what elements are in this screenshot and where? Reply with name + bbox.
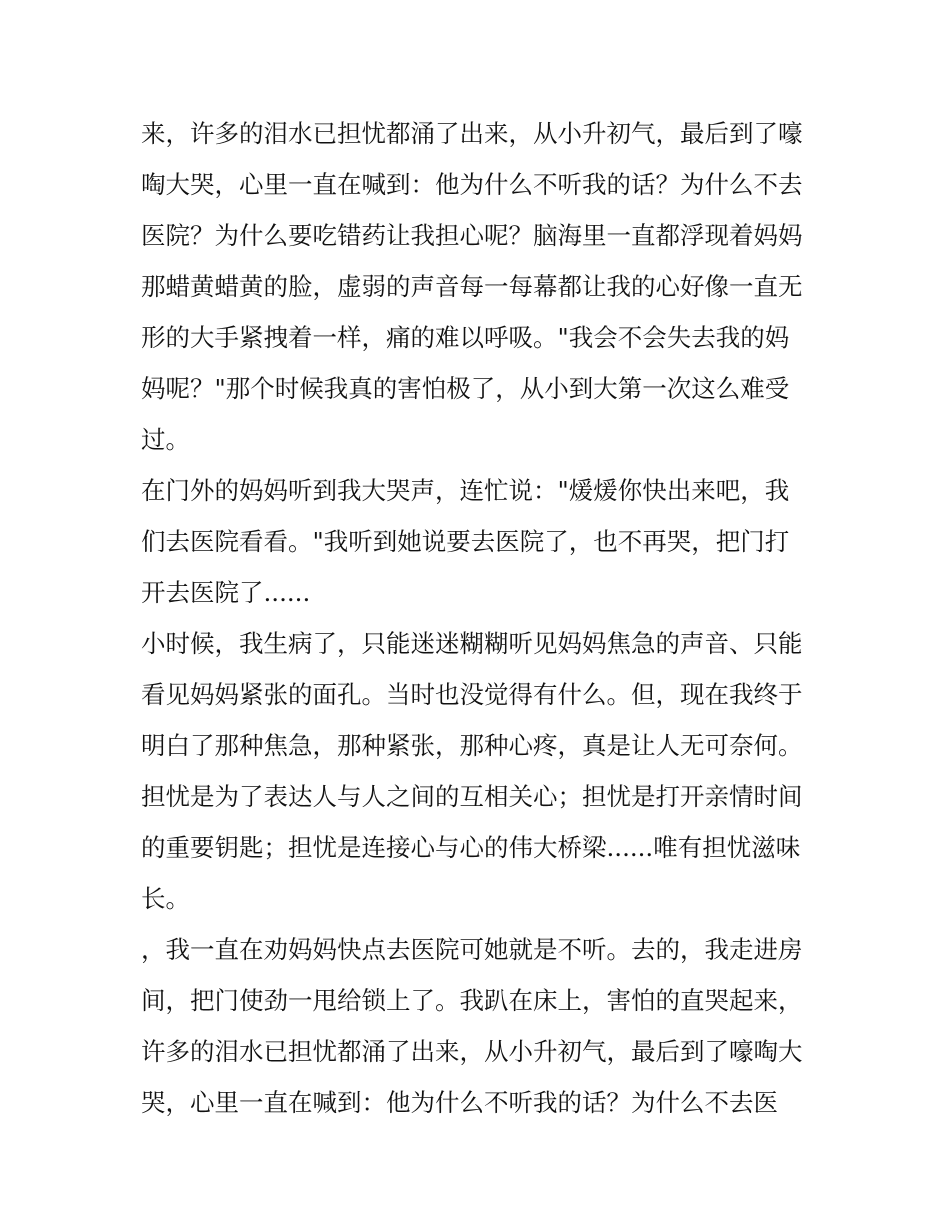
text-line: 在门外的妈妈听到我大哭声，连忙说："煖煖你快出来吧，我 (141, 476, 790, 505)
text-line: 啕大哭，心里一直在喊到：他为什么不听我的话？为什么不去 (141, 170, 803, 199)
text-line: 的重要钥匙；担忧是连接心与心的伟大桥梁......唯有担忧滋味 (141, 833, 801, 862)
text-line: 开去医院了...... (141, 578, 311, 607)
text-line: 小时候，我生病了，只能迷迷糊糊听见妈妈焦急的声音、只能 (141, 629, 803, 658)
text-line: 间，把门使劲一甩给锁上了。我趴在床上，害怕的直哭起来， (141, 986, 803, 1015)
text-line: 那蜡黄蜡黄的脸，虚弱的声音每一每幕都让我的心好像一直无 (141, 272, 803, 301)
text-line: 形的大手紧拽着一样，痛的难以呼吸。"我会不会失去我的妈 (141, 323, 790, 352)
text-line: 许多的泪水已担忧都涌了出来，从小升初气，最后到了嚎啕大 (141, 1037, 803, 1066)
text-line: 长。 (141, 884, 190, 913)
text-line: 们去医院看看。"我听到她说要去医院了，也不再哭，把门打 (141, 527, 790, 556)
text-line: 明白了那种焦急，那种紧张，那种心疼，真是让人无可奈何。 (141, 731, 803, 760)
text-line: 看见妈妈紧张的面孔。当时也没觉得有什么。但，现在我终于 (141, 680, 803, 709)
text-line: 哭，心里一直在喊到：他为什么不听我的话？为什么不去医 (141, 1088, 778, 1117)
text-line: 担忧是为了表达人与人之间的互相关心；担忧是打开亲情时间 (141, 782, 803, 811)
text-line: 医院？为什么要吃错药让我担心呢？脑海里一直都浮现着妈妈 (141, 221, 803, 250)
body-text (141, 108, 821, 1128)
text-line: 来，许多的泪水已担忧都涌了出来，从小升初气，最后到了嚎 (141, 119, 803, 148)
text-line: 过。 (141, 425, 190, 454)
text-line: ，我一直在劝妈妈快点去医院可她就是不听。去的，我走进房 (141, 935, 803, 964)
text-line: 妈呢？"那个时候我真的害怕极了，从小到大第一次这么难受 (141, 374, 790, 403)
